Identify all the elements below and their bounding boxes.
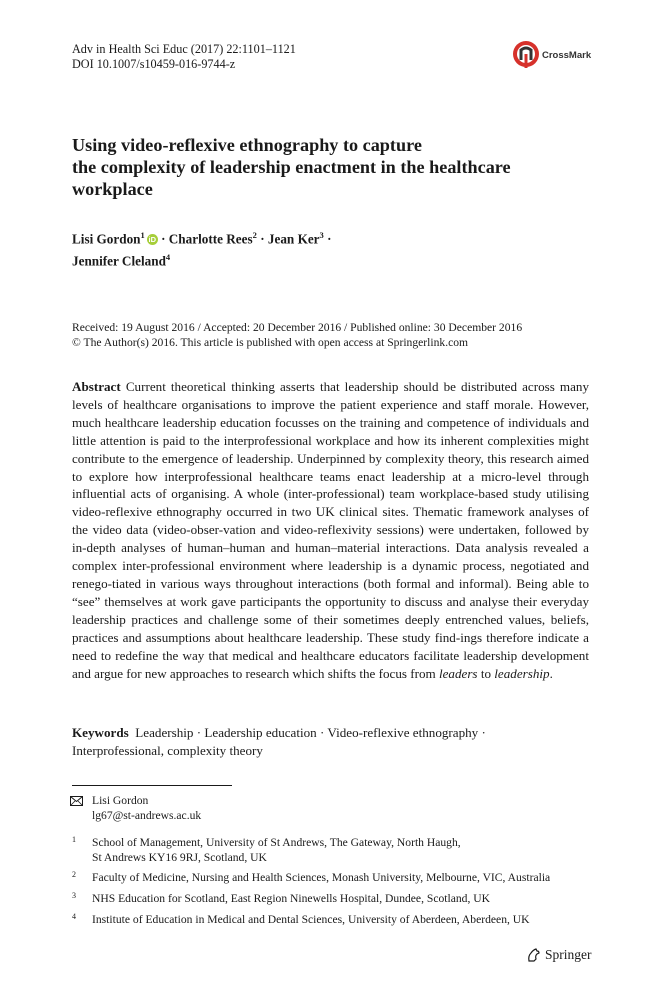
title-line: the complexity of leadership enactment in the healthcare — [72, 157, 511, 177]
article-title — [72, 134, 592, 200]
affiliation — [72, 912, 592, 927]
affiliation-number: 4 — [72, 912, 76, 921]
keyword: Leadership — [135, 725, 194, 740]
springer-label: Springer — [545, 947, 592, 962]
abstract — [72, 378, 589, 682]
keyword: Video-reflexive ethnography — [327, 725, 479, 740]
author-separator: · — [260, 231, 265, 247]
author-list — [72, 226, 592, 271]
affiliation — [72, 891, 592, 906]
affiliation-number: 2 — [72, 870, 76, 879]
author-separator: · — [327, 231, 332, 247]
springer-horse-icon — [526, 947, 542, 963]
springer-logo — [526, 947, 592, 963]
abstract-text: . — [549, 665, 553, 681]
affiliation-line: Faculty of Medicine, Nursing and Health Sciences, Monash University, Melbourne, VIC, Australia — [92, 871, 551, 884]
affiliation-number: 3 — [72, 891, 76, 900]
title-line: workplace — [72, 179, 153, 199]
publication-dates — [72, 320, 592, 350]
orcid-icon[interactable]: iD — [148, 235, 157, 245]
journal-header — [72, 42, 296, 72]
keywords: Keywords Leadership · Leadership education · Video-reflexive ethnography · Interprofessional, complexity theory — [72, 725, 486, 758]
affiliation-number: 1 — [72, 835, 76, 844]
copyright-line: © The Author(s) 2016. This article is published with open access at Springerlink.com — [72, 336, 469, 349]
corresponding-author-email[interactable]: lg67@st-andrews.ac.uk — [92, 809, 202, 822]
affiliation-line: Institute of Education in Medical and Dental Sciences, University of Aberdeen, Aberdeen, UK — [92, 913, 530, 926]
footnote-divider — [72, 785, 232, 786]
author-name[interactable]: Charlotte Rees — [168, 231, 253, 247]
abstract-text: to — [480, 665, 491, 681]
corresponding-author-name: Lisi Gordon — [92, 794, 149, 807]
affiliation-line: School of Management, University of St Andrews, The Gateway, North Haugh, — [92, 836, 461, 849]
keyword: Interprofessional, complexity theory — [72, 742, 263, 758]
received-accepted-line: Received: 19 August 2016 / Accepted: 20 December 2016 / Published online: 30 December 2016 — [72, 321, 523, 334]
abstract-text: Current theoretical thinking asserts that leadership should be distributed across many levels of healthcare organisations to improve the patient experience and staff morale. However, much healthcare leadership education focusses on the training and competence of individuals and little attention is paid to the interprofessional workplace and how its inherent complexities might contribute to the emergence of leadership. Underpinned by complexity theory, this research aimed to explore how interprofessional healthcare teams enact leadership at a micro-level through influential acts of organising. A whole (inter-professional) team workplace-based study utilising video-reflexive ethnography occurred in two UK clinical sites. Thematic framework analyses of the video data (video-obser-vation and video-reflexivity sessions) were undertaken, followed by in-depth analyses of human–human and human–material interactions. Data analysis revealed a complex inter-professional environment where leadership is a dynamic process, negotiated and renego-tiated in various ways throughout interactions (both formal and informal). Being able to “see” themselves at work gave participants the opportunity to discuss and analyse their everyday leadership practices and challenge some of their sometimes deeply entrenched values, beliefs, practices and assumptions about healthcare leadership. These study find-ings therefore indicate a need to redefine the way that medical and healthcare educators facilitate leadership development and argue for new approaches to research which shifts the focus from — [72, 379, 589, 681]
affiliation — [72, 870, 592, 885]
envelope-icon — [70, 796, 83, 806]
abstract-italic-term: leaders — [438, 665, 478, 681]
author-affiliation-mark: 4 — [165, 252, 171, 263]
crossmark-icon — [512, 40, 540, 70]
author-name[interactable]: Jean Ker — [267, 231, 320, 247]
affiliation-line: St Andrews KY16 9RJ, Scotland, UK — [92, 851, 267, 864]
author-affiliation-mark: 1 — [140, 230, 145, 240]
author-name[interactable]: Lisi Gordon — [72, 231, 141, 247]
abstract-heading: Abstract — [72, 379, 121, 394]
crossmark-label: CrossMark — [542, 49, 592, 61]
affiliation-line: NHS Education for Scotland, East Region Ninewells Hospital, Dundee, Scotland, UK — [92, 892, 490, 905]
author-affiliation-mark: 3 — [319, 230, 324, 240]
title-line: Using video-reflexive ethnography to capture — [72, 135, 422, 155]
abstract-italic-term: leadership — [494, 665, 550, 681]
author-name[interactable]: Jennifer Cleland — [72, 253, 166, 269]
correspondence — [72, 793, 201, 823]
crossmark-badge[interactable] — [512, 40, 591, 70]
journal-doi: DOI 10.1007/s10459-016-9744-z — [72, 57, 236, 71]
affiliation — [72, 835, 592, 865]
keyword: Leadership education — [204, 725, 317, 740]
journal-citation: Adv in Health Sci Educ (2017) 22:1101–1121 — [72, 42, 296, 56]
author-affiliation-mark: 2 — [252, 230, 257, 240]
author-separator: · — [161, 231, 166, 247]
keywords-heading: Keywords — [72, 725, 129, 740]
